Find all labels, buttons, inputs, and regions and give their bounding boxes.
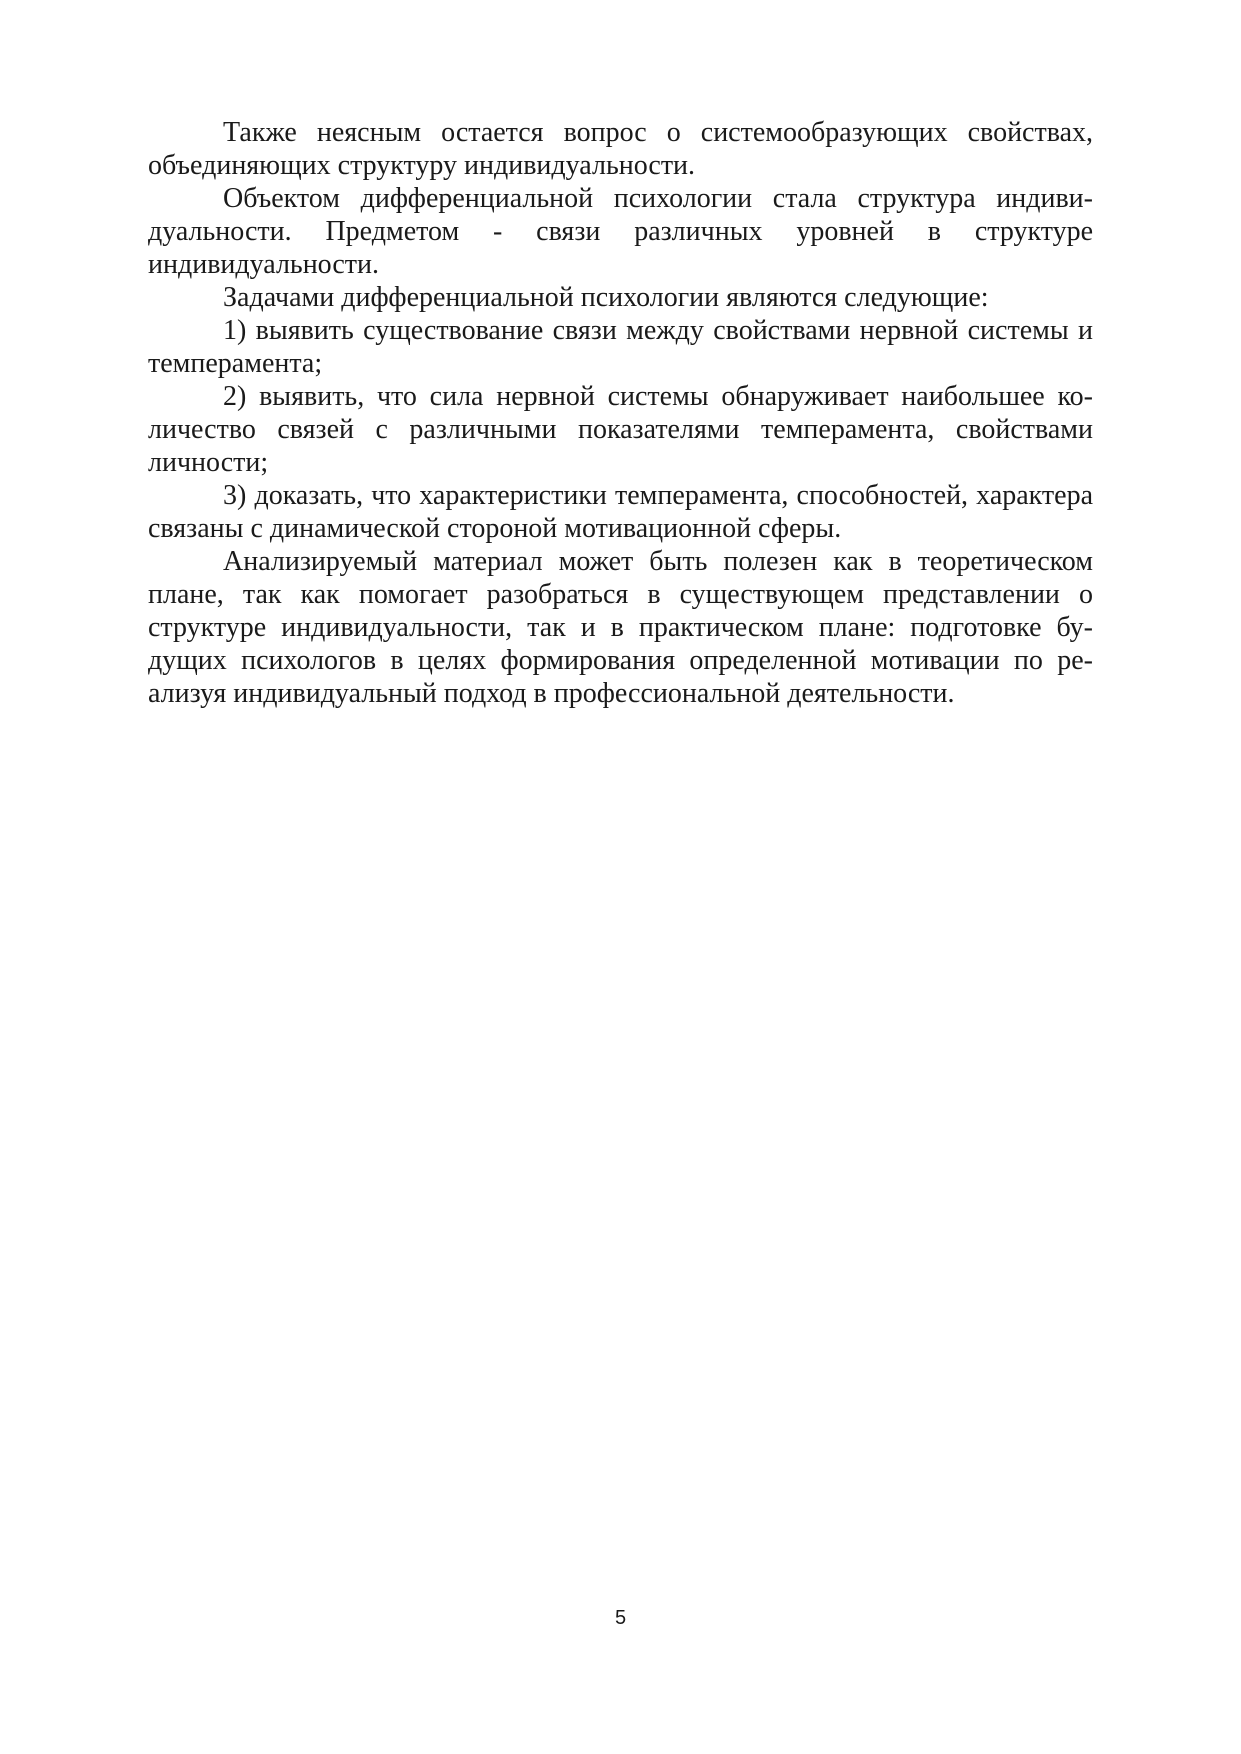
body-text <box>148 116 1093 710</box>
paragraph-systemic-properties: Также неясным остается вопрос о системообразующих свойствах, объединяющих структуру индивидуальности. <box>148 117 1093 181</box>
list-item-task-1: 1) выявить существование связи между свойствами нервной системы и темперамента; <box>148 315 1093 379</box>
page-number: 5 <box>614 1607 627 1629</box>
list-item-task-2: 2) выявить, что сила нервной системы обнаруживает наибольшее количество связей с различными показателями темперамента, свойствами личности; <box>148 381 1093 478</box>
list-item-task-3: 3) доказать, что характеристики темперамента, способностей, характера связаны с динамической стороной мотивационной сферы. <box>148 480 1093 544</box>
paragraph-conclusion: Анализируемый материал может быть полезен как в теоретическом плане, так как помогает разобраться в существующем представлении о структуре индивидуальности, так и в практическом плане: подготовке будущих психологов в целях формирования определенной мотивации по реализуя индивидуальный подход в профессиональной деятельности. <box>148 546 1093 709</box>
paragraph-tasks-intro: Задачами дифференциальной психологии являются следующие: <box>223 282 989 313</box>
paragraph-object-subject: Объектом дифференциальной психологии стала структура индивидуальности. Предметом - связи различных уровней в структуре индивидуальности. <box>148 183 1093 280</box>
